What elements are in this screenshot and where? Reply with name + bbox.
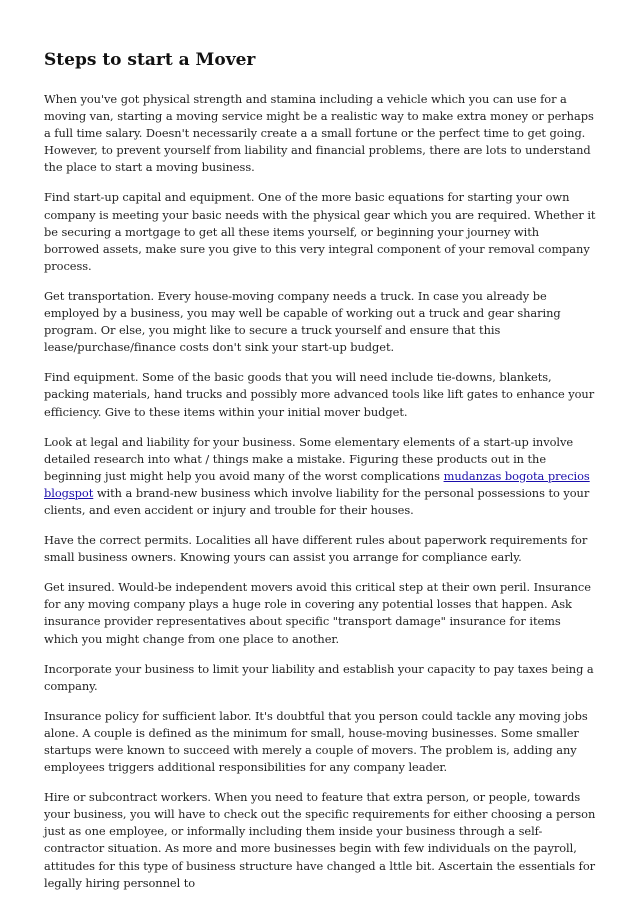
paragraph-equipment: Find equipment. Some of the basic goods that you will need include tie-downs, blankets, packing materials, hand trucks and possibly more advanced tools like lift gates to enhance your efficiency. Give to these items within your initial mover budget.	[44, 370, 595, 419]
paragraph-intro: When you've got physical strength and stamina including a vehicle which you can use for a moving van, starting a moving service might be a realistic way to make extra money or perhaps a full time salary. Doesn't necessarily create a a small fortune or the perfect time to get going. However, to prevent yourself from liability and financial problems, there are lots to understand the place to start a moving business.	[44, 92, 594, 175]
paragraph-labor: Insurance policy for sufficient labor. It's doubtful that you person could tackle any moving jobs alone. A couple is defined as the minimum for small, house-moving businesses. Some smaller startups were known to succeed with merely a couple of movers. The problem is, adding any employees triggers additional responsibilities for any company leader.	[44, 708, 588, 775]
mudanzas-link[interactable]: mudanzas bogota precios blogspot	[44, 468, 590, 500]
paragraph-permits: Have the correct permits. Localities all have different rules about paperwork requirements for small business owners. Knowing yours can assist you arrange for compliance early.	[44, 533, 588, 565]
paragraph-incorporate: Incorporate your business to limit your liability and establish your capacity to pay taxes being a company.	[44, 661, 594, 693]
paragraph-capital: Find start-up capital and equipment. One of the more basic equations for starting your own company is meeting your basic needs with the physical gear which you are required. Whether it be securing a mortgage to get all these items yourself, or beginning your journey with borrowed assets, make sure you give to this very integral component of your removal company process.	[44, 190, 596, 273]
legal-text-before-link: Look at legal and liability for your business. Some elementary elements of a start-up involve detailed research into what / things make a mistake. Figuring these products out in the beginning just might help you avoid many of the worst complications	[44, 434, 574, 483]
document-page	[44, 48, 597, 905]
document-title: Steps to start a Mover	[44, 50, 256, 70]
paragraph-insured: Get insured. Would-be independent movers avoid this critical step at their own peril. Insurance for any moving company plays a huge role in covering any potential losses that happen. Ask insurance provider representatives about specific "transport damage" insurance for items which you might change from one place to another.	[44, 580, 591, 646]
paragraph-legal	[44, 434, 597, 519]
legal-text-after-link: with a brand-new business which involve liability for the personal possessions to your clients, and even accident or injury and trouble for their houses.	[44, 485, 590, 517]
paragraph-transportation: Get transportation. Every house-moving company needs a truck. In case you already be employed by a business, you may well be capable of working out a truck and gear sharing program. Or else, you might like to secure a truck yourself and ensure that this lease/purchase/finance costs don't sink your start-up budget.	[44, 288, 561, 355]
paragraph-hire: Hire or subcontract workers. When you need to feature that extra person, or people, towards your business, you will have to check out the specific requirements for either choosing a person just as one employee, or informally including them inside your business through a self-contractor situation. As more and more businesses begin with few individuals on the payroll, attitudes for this type of business structure have changed a lttle bit. Ascertain the essentials for legally hiring personnel to	[44, 790, 596, 890]
